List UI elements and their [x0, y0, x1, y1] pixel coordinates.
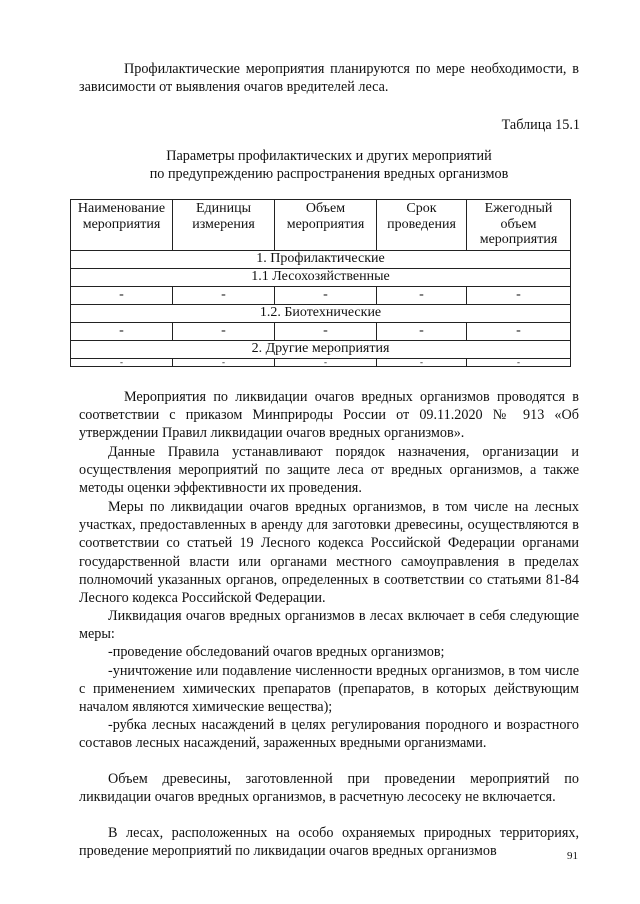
body-paragraph-1: Мероприятия по ликвидации очагов вредных организмов проводятся в соответствии с приказом Минприроды России от 09.11.2020 № 913 «Об утверждении Правил ликвидации очагов вредных организмов».: [79, 389, 579, 442]
table-cell: -: [275, 359, 377, 367]
page-number: 91: [567, 850, 578, 862]
table-cell: -: [377, 323, 467, 341]
table-title: [79, 147, 579, 183]
body-paragraph-8: Объем древесины, заготовленной при проведении мероприятий по ликвидации очагов вредных организмов, в расчетную лесосеку не включается.: [79, 771, 579, 806]
section-row: [71, 269, 571, 287]
section-forestry: 1.1 Лесохозяйственные: [71, 269, 571, 287]
header-annual-volume: Ежегодный объем мероприятия: [467, 200, 571, 251]
body-paragraph-5: -проведение обследований очагов вредных организмов;: [108, 644, 445, 660]
section-row: [71, 305, 571, 323]
body-paragraph-2: Данные Правила устанавливают порядок назначения, организации и осуществления мероприятий по защите леса от вредных организмов, а также методы оценки эффективности их проведения.: [79, 444, 579, 497]
measures-table: [70, 199, 571, 367]
table-row: [71, 323, 571, 341]
table-cell: -: [173, 359, 275, 367]
section-row: [71, 341, 571, 359]
table-cell: -: [275, 323, 377, 341]
table-cell: -: [173, 323, 275, 341]
table-cell: -: [71, 323, 173, 341]
body-paragraph-9: В лесах, расположенных на особо охраняемых природных территориях, проведение мероприятий по ликвидации очагов вредных организмов: [79, 825, 579, 860]
section-other: 2. Другие мероприятия: [71, 341, 571, 359]
header-volume: Объем мероприятия: [275, 200, 377, 251]
section-biotechnical: 1.2. Биотехнические: [71, 305, 571, 323]
table-cell: -: [467, 359, 571, 367]
table-cell: -: [377, 359, 467, 367]
header-term: Срок проведения: [377, 200, 467, 251]
table-title-line-1: Параметры профилактических и других мероприятий: [166, 148, 492, 164]
table-cell: -: [467, 323, 571, 341]
body-paragraph-3: Меры по ликвидации очагов вредных организмов, в том числе на лесных участках, предоставленных в аренду для заготовки древесины, осуществляются в соответствии со статьей 19 Лесного кодекса Российской Федерации органами государственной власти или органами местного самоуправления в пределах полномочий указанных органов, определенных в соответствии со статьями 81-84 Лесного кодекса Российской Федерации.: [79, 499, 579, 607]
body-paragraph-6: -уничтожение или подавление численности вредных организмов, в том числе с применением химических препаратов (препаратов, в которых действующим началом являются химические вещества);: [79, 663, 579, 716]
table-cell: -: [71, 287, 173, 305]
body-paragraph-7: -рубка лесных насаждений в целях регулирования породного и возрастного составов лесных насаждений, зараженных вредными организмами.: [79, 717, 579, 752]
table-cell: -: [173, 287, 275, 305]
header-units: Единицы измерения: [173, 200, 275, 251]
table-row: [71, 359, 571, 367]
table-cell: -: [71, 359, 173, 367]
table-cell: -: [467, 287, 571, 305]
section-preventive: 1. Профилактические: [71, 251, 571, 269]
table-header-row: [71, 200, 571, 251]
table-title-line-2: по предупреждению распространения вредных организмов: [149, 166, 509, 182]
table-cell: -: [275, 287, 377, 305]
table-cell: -: [377, 287, 467, 305]
header-name: Наименование мероприятия: [71, 200, 173, 251]
table-row: [71, 287, 571, 305]
section-row: [71, 251, 571, 269]
table-label: Таблица 15.1: [501, 117, 580, 133]
intro-paragraph: Профилактические мероприятия планируются по мере необходимости, в зависимости от выявления очагов вредителей леса.: [79, 61, 579, 96]
body-paragraph-4: Ликвидация очагов вредных организмов в лесах включает в себя следующие меры:: [79, 608, 579, 643]
